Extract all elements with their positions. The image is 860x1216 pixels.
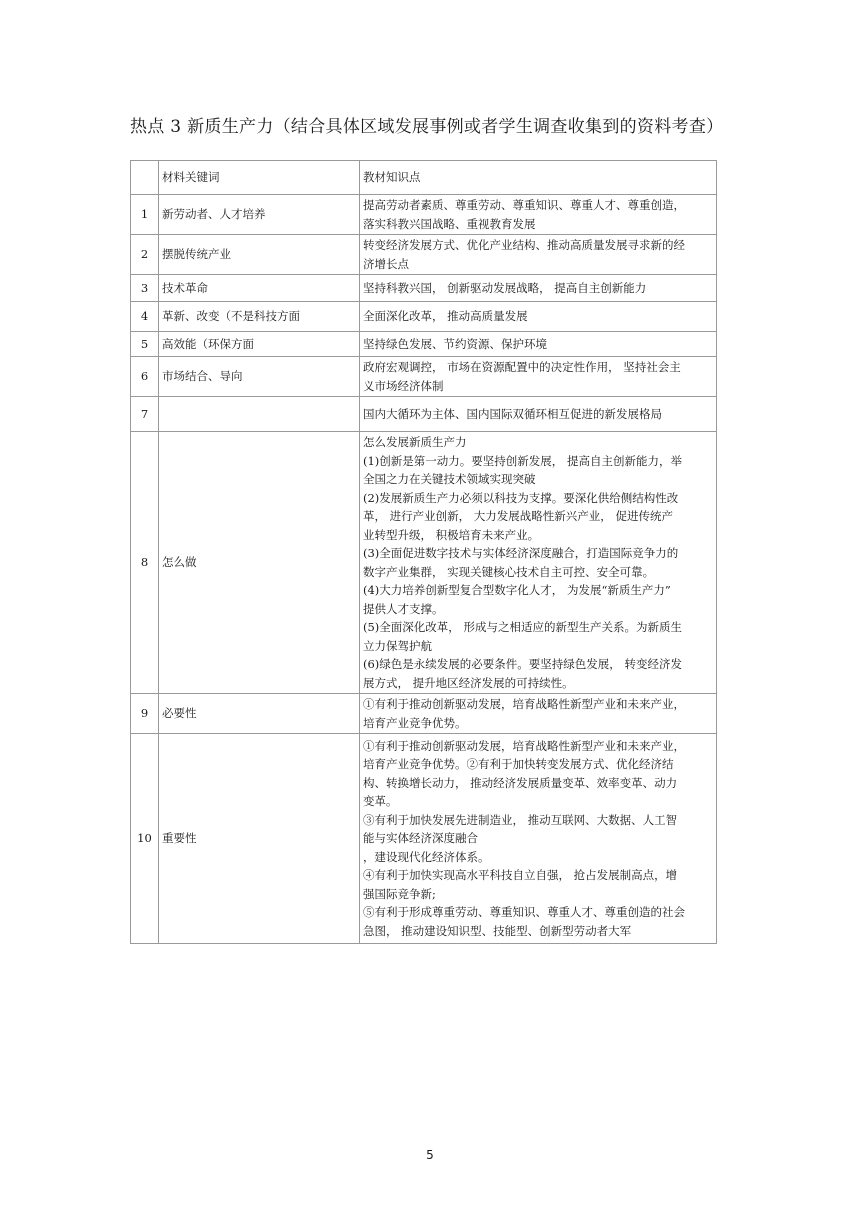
row-keyword: 摆脱传统产业 [159,235,360,275]
row-number: 10 [131,734,159,944]
row-knowledge [360,235,717,275]
table-row [131,397,717,432]
knowledge-line: (1)创新是第一动力。要坚持创新发展， 提高自主创新能力，举 [363,453,682,468]
row-knowledge [360,302,717,332]
knowledge-line: 业转型升级， 积极培育未来产业。 [363,527,540,542]
row-number: 7 [131,397,159,432]
knowledge-line: 强国际竞争新; [363,886,436,901]
knowledge-line: 落实科教兴国战略、重视教育发展 [363,216,536,231]
row-keyword: 革新、改变（不是科技方面 [159,302,360,332]
row-knowledge [360,275,717,302]
knowledge-line: (2)发展新质生产力必须以科技为支撑。要深化供给侧结构性改 [363,490,679,505]
knowledge-line: 转变经济发展方式、优化产业结构、推动高质量发展寻求新的经 [363,238,685,252]
header-keyword: 材料关键词 [159,161,360,195]
knowledge-line: 提供人才支撑。 [363,601,444,616]
knowledge-line: 政府宏观调控， 市场在资源配置中的决定性作用， 坚持社会主 [363,360,681,374]
table-row [131,275,717,302]
row-keyword: 必要性 [159,694,360,734]
knowledge-line: 国内大循环为主体、国内国际双循环相互促进的新发展格局 [363,406,662,421]
knowledge-line: (3)全面促进数字技术与实体经济深度融合，打造国际竞争力的 [363,546,679,560]
table-row [131,432,717,694]
row-knowledge [360,357,717,397]
knowledge-line: ④有利于加快实现高水平科技自立自强， 抢占发展制高点，增 [363,868,678,883]
row-keyword: 怎么做 [159,432,360,694]
page-number: 5 [426,1148,434,1162]
row-knowledge [360,195,717,235]
knowledge-line: 全国之力在关键技术领域实现突破 [363,472,536,486]
table-row [131,195,717,235]
row-knowledge [360,694,717,734]
knowledge-line: 变革。 [363,794,398,809]
knowledge-line: 展方式， 提升地区经济发展的可持续性。 [363,675,574,690]
knowledge-line: 革， 进行产业创新， 大力发展战略性新兴产业， 促进传统产 [363,509,673,523]
header-no [131,161,159,195]
row-number: 2 [131,235,159,275]
row-keyword: 重要性 [159,734,360,944]
row-keyword [159,397,360,432]
knowledge-line: 怎么发展新质生产力 [363,435,467,449]
row-number: 8 [131,432,159,694]
knowledge-line: ①有利于推动创新驱动发展，培育战略性新型产业和未来产业， [363,697,685,711]
knowledge-line: 培育产业竞争优势。②有利于加快转变发展方式、优化经济结 [363,757,674,772]
knowledge-line: 全面深化改革， 推动高质量发展 [363,309,528,324]
knowledge-line: 急图， 推动建设知识型、技能型、创新型劳动者大军 [363,923,632,938]
row-keyword: 市场结合、导向 [159,357,360,397]
knowledge-line: ③有利于加快发展先进制造业， 推动互联网、大数据、人工智 [363,812,678,827]
table-row [131,235,717,275]
row-keyword: 新劳动者、人才培养 [159,195,360,235]
row-number: 4 [131,302,159,332]
knowledge-line: 济增长点 [363,256,409,271]
row-knowledge [360,734,717,944]
page-title: 热点 3 新质生产力（结合具体区域发展事例或者学生调查收集到的资料考查） [130,117,724,137]
row-number: 1 [131,195,159,235]
row-keyword: 技术革命 [159,275,360,302]
table-row [131,302,717,332]
knowledge-line: (6)绿色是永续发展的必要条件。要坚持绿色发展， 转变经济发 [363,657,682,671]
row-knowledge [360,332,717,357]
knowledge-table [130,160,717,944]
knowledge-line: 数字产业集群， 实现关键核心技术自主可控、安全可靠。 [363,564,655,579]
table-row [131,694,717,734]
knowledge-line: 坚持绿色发展、节约资源、保护环境 [363,336,547,351]
knowledge-line: 能与实体经济深度融合 [363,831,478,846]
knowledge-line: ⑤有利于形成尊重劳动、尊重知识、尊重人才、尊重创造的社会 [363,905,685,920]
table-row [131,734,717,944]
row-knowledge [360,432,717,694]
knowledge-line: 义市场经济体制 [363,378,444,393]
row-number: 6 [131,357,159,397]
table-row [131,332,717,357]
knowledge-line: 坚持科教兴国， 创新驱动发展战略， 提高自主创新能力 [363,280,647,295]
knowledge-line: ，建设现代化经济体系。 [363,849,490,864]
knowledge-line: 立力保驾护航 [363,638,432,653]
knowledge-line: 提高劳动者素质、尊重劳动、尊重知识、尊重人才、尊重创造， [363,198,685,212]
row-number: 3 [131,275,159,302]
knowledge-line: (5)全面深化改革， 形成与之相适应的新型生产关系。为新质生 [363,620,682,634]
row-keyword: 高效能（环保方面 [159,332,360,357]
knowledge-line: 构、转换增长动力， 推动经济发展质量变革、效率变革、动力 [363,775,678,790]
table-header-row [131,161,717,195]
table-row [131,357,717,397]
row-number: 9 [131,694,159,734]
knowledge-line: 培育产业竞争优势。 [363,715,467,730]
knowledge-line: (4)大力培养创新型复合型数字化人才， 为发展“新质生产力” [363,583,671,597]
knowledge-line: ①有利于推动创新驱动发展，培育战略性新型产业和未来产业， [363,738,685,753]
row-knowledge [360,397,717,432]
header-knowledge: 教材知识点 [360,161,717,195]
row-number: 5 [131,332,159,357]
table-body [131,161,717,944]
